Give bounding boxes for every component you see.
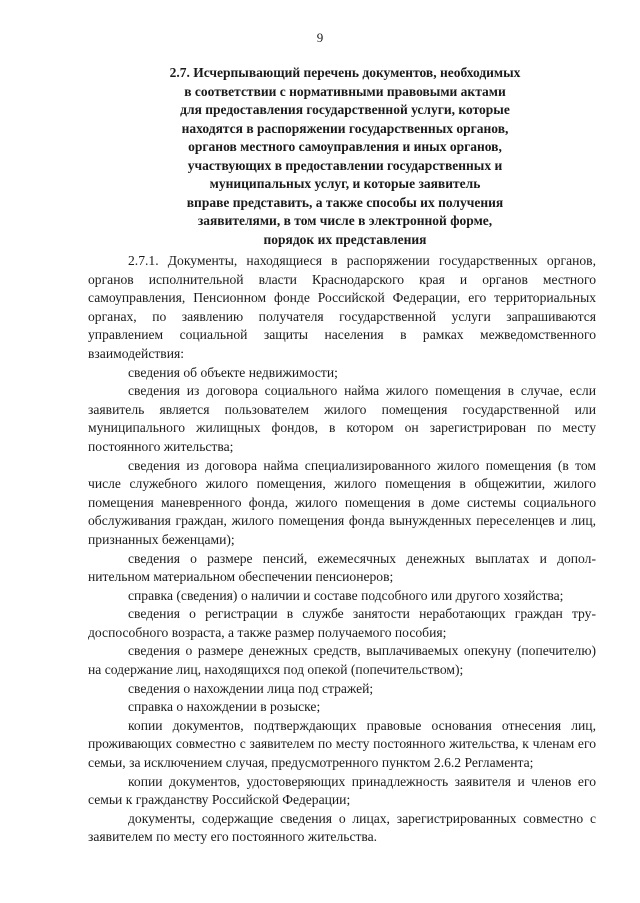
list-item: копии документов, удостоверяющих принадлежность заявителя и членов его семьи к гражданству Российской Федерации; xyxy=(88,773,596,808)
section-heading xyxy=(120,64,570,249)
list-item: сведения об объекте недвижимости; xyxy=(128,364,338,380)
list-item: сведения о регистрации в службе занятости неработающих граждан трудоспособного возраста, а также размер получаемого пособия; xyxy=(88,606,596,640)
heading-line: органов местного самоуправления и иных органов, xyxy=(188,139,502,154)
document-body xyxy=(88,252,596,847)
list-item: сведения о размере пенсий, ежемесячных денежных выплатах и дополнительном материальном обеспечении пенсионеров; xyxy=(88,550,596,585)
list-item: справка о нахождении в розыске; xyxy=(128,699,321,715)
heading-line: вправе представить, а также способы их получения xyxy=(186,194,504,210)
heading-line: в соответствии с нормативными правовыми актами xyxy=(184,83,506,99)
list-item: документы, содержащие сведения о лицах, зарегистрированных совместно с заявителем по месту его постоянного жительства. xyxy=(88,810,596,845)
intro-paragraph: 2.7.1. Документы, находящиеся в распоряжении государственных органов, органов исполнительной власти Краснодарского края и органов местного самоуправления, Пенсионном фонде Российской Федерации, его территориальных органах, по заявлению получателя государственной услуги запрашиваются управлением социальной защиты населения в рамках межведомственного взаимодействия: xyxy=(88,253,596,361)
heading-line: муниципальных услуг, и которые заявитель xyxy=(209,176,481,191)
heading-line: находятся в распоряжении государственных органов, xyxy=(181,120,509,136)
list-item: сведения о нахождении лица под стражей; xyxy=(128,680,374,696)
heading-line: заявителями, в том числе в электронной форме, xyxy=(197,213,493,228)
page-number: 9 xyxy=(316,30,324,45)
list-item: справка (сведения) о наличии и составе подсобного или другого хозяйства; xyxy=(128,587,564,603)
list-item: копии документов, подтверждающих правовые основания отнесения лиц, проживающих совместно с заявителем по месту постоянного жительства, к членам его семьи, за исключением случая, предусмотренного пунктом 2.6.2 Регламента; xyxy=(88,717,596,771)
list-item: сведения из договора социального найма жилого помещения в случае, если заявитель является пользователем жилого помещения государственной или муниципального жилищных фондов, в котором он зарегистрирован по месту постоянного жительства; xyxy=(88,383,596,454)
heading-line: 2.7. Исчерпывающий перечень документов, необходимых xyxy=(169,65,521,80)
heading-line: порядок их представления xyxy=(263,231,427,247)
heading-line: участвующих в предоставлении государственных и xyxy=(187,157,503,173)
list-item: сведения о размере денежных средств, выплачиваемых опекуну (попечителю) на содержание лиц, находящихся под опекой (попечительством); xyxy=(88,643,596,678)
list-item: сведения из договора найма специализированного жилого помещения (в том числе служебного жилого помещения, жилого помещения в общежитии, жилого помещения маневренного фонда, жилого помещения в доме системы социального обслуживания граждан, жилого помещения фонда вынужденных переселенцев и лиц, признанных беженцами); xyxy=(88,457,596,547)
heading-line: для предоставления государственной услуги, которые xyxy=(180,102,510,117)
